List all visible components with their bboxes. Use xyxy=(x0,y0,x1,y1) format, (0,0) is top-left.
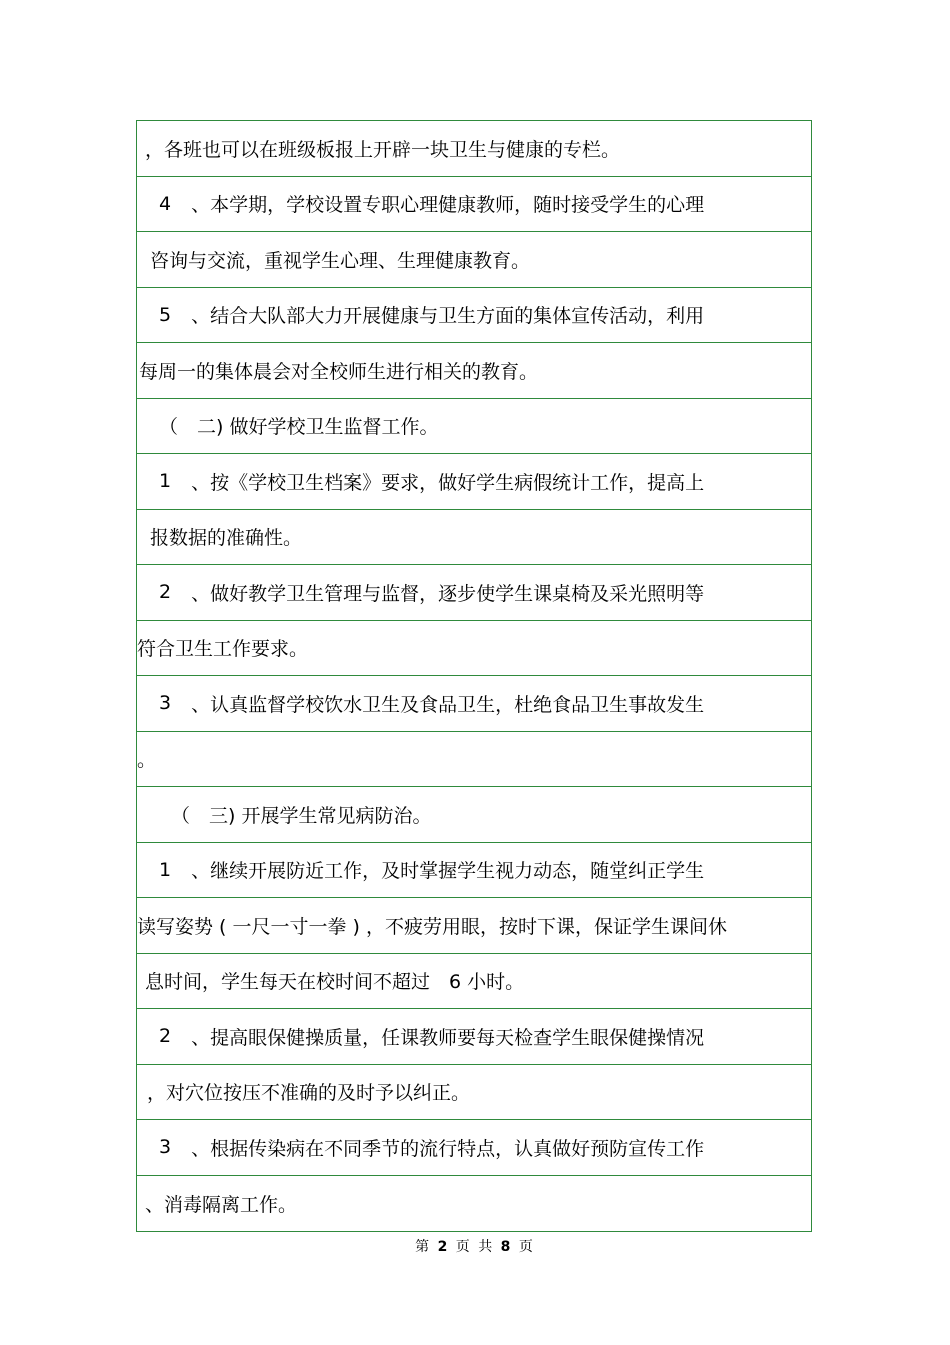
item-number: 3 xyxy=(159,692,172,715)
item-number: 3 xyxy=(159,1136,172,1159)
footer-suffix: 页 xyxy=(518,1239,535,1255)
text-line xyxy=(137,1065,811,1121)
line-text: ，各班也可以在班级板报上开辟一块卫生与健康的专栏。 xyxy=(145,138,621,161)
footer-middle: 页 共 xyxy=(455,1239,495,1255)
line-text: 、按《学校卫生档案》要求，做好学生病假统计工作，提高上 xyxy=(191,471,705,494)
page-footer xyxy=(0,1236,950,1256)
item-number: 4 xyxy=(159,192,172,215)
text-line xyxy=(137,898,811,954)
text-line xyxy=(137,954,811,1010)
current-page-number: 2 xyxy=(437,1239,450,1255)
footer-prefix: 第 xyxy=(415,1239,432,1255)
line-text: 、根据传染病在不同季节的流行特点，认真做好预防宣传工作 xyxy=(191,1137,705,1160)
line-text: 息时间，学生每天在校时间不超过 6 小时。 xyxy=(145,971,525,994)
section-heading xyxy=(137,399,811,455)
text-line xyxy=(137,843,811,899)
text-line xyxy=(137,565,811,621)
line-text: 、提高眼保健操质量，任课教师要每天检查学生眼保健操情况 xyxy=(191,1026,705,1049)
line-text: 、结合大队部大力开展健康与卫生方面的集体宣传活动，利用 xyxy=(191,305,705,328)
text-line xyxy=(137,676,811,732)
total-page-count: 8 xyxy=(500,1239,513,1255)
line-text: 、做好教学卫生管理与监督，逐步使学生课桌椅及采光照明等 xyxy=(191,582,705,605)
item-number: 1 xyxy=(159,470,172,493)
text-line xyxy=(137,1120,811,1176)
line-text: 、消毒隔离工作。 xyxy=(145,1193,298,1216)
text-line xyxy=(137,343,811,399)
line-text: 、继续开展防近工作，及时掌握学生视力动态，随堂纠正学生 xyxy=(191,860,705,883)
item-number: 1 xyxy=(159,858,172,881)
text-line xyxy=(137,121,811,177)
text-line xyxy=(137,232,811,288)
line-text: 、认真监督学校饮水卫生及食品卫生，杜绝食品卫生事故发生 xyxy=(191,693,705,716)
item-number: 2 xyxy=(159,581,172,604)
line-text: （ 三) 开展学生常见病防治。 xyxy=(171,804,432,827)
text-line xyxy=(137,1009,811,1065)
item-number: 5 xyxy=(159,303,172,326)
text-line xyxy=(137,621,811,677)
line-text: ，对穴位按压不准确的及时予以纠正。 xyxy=(147,1082,471,1105)
line-text: 。 xyxy=(137,749,157,772)
document-table xyxy=(136,120,812,1232)
item-number: 2 xyxy=(159,1025,172,1048)
line-text: 、本学期，学校设置专职心理健康教师，随时接受学生的心理 xyxy=(191,194,705,217)
text-line xyxy=(137,732,811,788)
line-text: 咨询与交流，重视学生心理、生理健康教育。 xyxy=(150,249,531,272)
line-text: 读写姿势 ( 一尺一寸一拳 ) ，不疲劳用眼，按时下课，保证学生课间休 xyxy=(137,915,727,938)
section-heading xyxy=(137,787,811,843)
line-text: 报数据的准确性。 xyxy=(150,527,303,550)
line-text: 每周一的集体晨会对全校师生进行相关的教育。 xyxy=(139,360,539,383)
line-text: （ 二) 做好学校卫生监督工作。 xyxy=(159,416,439,439)
text-line xyxy=(137,454,811,510)
line-text: 符合卫生工作要求。 xyxy=(137,638,309,661)
text-line xyxy=(137,177,811,233)
text-line xyxy=(137,1176,811,1232)
text-line xyxy=(137,510,811,566)
text-line xyxy=(137,288,811,344)
